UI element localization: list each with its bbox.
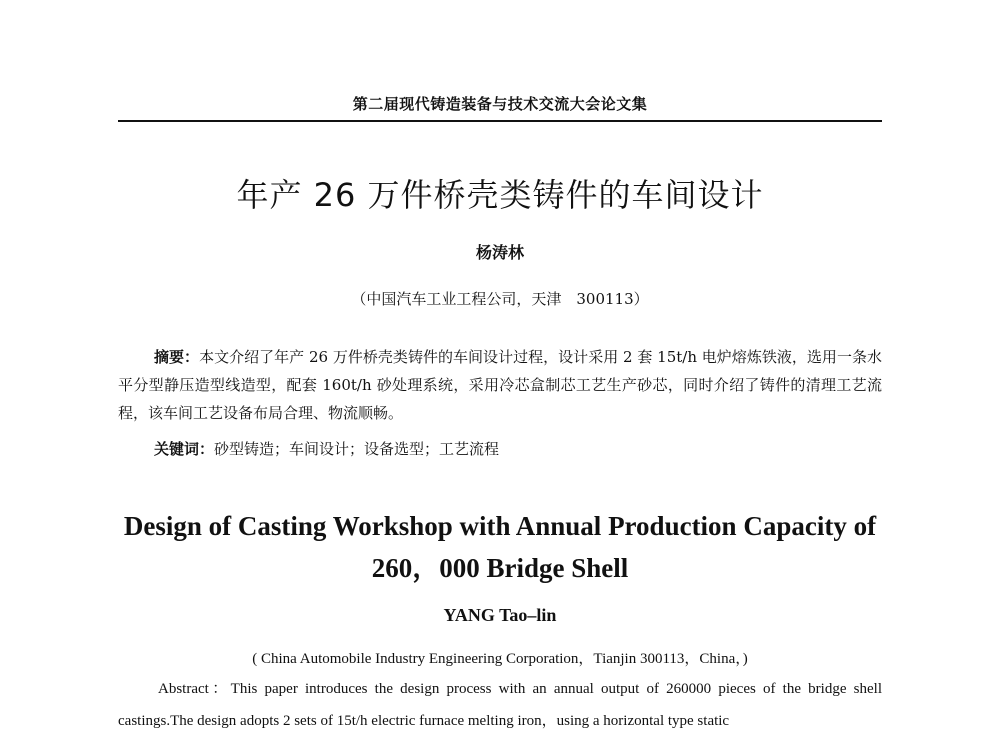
- chinese-abstract-text: 本文介绍了年产 26 万件桥壳类铸件的车间设计过程，设计采用 2 套 15t/h 电炉熔炼铁液，选用一条水平分型静压造型线造型，配套 160t/h 砂处理系统，采用冷芯盒制芯工艺生产砂芯，同时介绍了铸件的清理工艺流程，该车间工艺设备布局合理、物流顺畅。: [118, 348, 882, 422]
- chinese-abstract: [118, 343, 882, 427]
- chinese-title: 年产 26 万件桥壳类铸件的车间设计: [236, 176, 764, 214]
- english-title-line2: 260，000 Bridge Shell: [371, 553, 629, 583]
- english-abstract-label: Abstract：: [158, 681, 231, 697]
- english-affiliation: ( China Automobile Industry Engineering Corporation，Tianjin 300113，China，): [252, 651, 748, 667]
- chinese-abstract-label: 摘要：: [154, 348, 200, 366]
- chinese-keywords-label: 关键词：: [154, 440, 215, 458]
- chinese-keywords-text: 砂型铸造；车间设计；设备选型；工艺流程: [214, 440, 500, 458]
- chinese-affiliation: （中国汽车工业工程公司，天津 300113）: [351, 290, 649, 308]
- english-title-line1: Design of Casting Workshop with Annual Production Capacity of: [123, 511, 877, 541]
- english-abstract-text: This paper introduces the design process with an annual output of 260000 pieces of the bridge shell castings.The design adopts 2 sets of 15t/h electric furnace melting iron，using a horizontal type static: [118, 681, 882, 729]
- english-abstract: [118, 673, 882, 737]
- english-title: [118, 505, 882, 589]
- running-head: 第二届现代铸造装备与技术交流大会论文集: [352, 95, 648, 113]
- chinese-author: 杨涛林: [475, 243, 524, 262]
- english-author: YANG Tao–lin: [443, 605, 557, 625]
- header-rule: [118, 120, 882, 122]
- chinese-keywords: [154, 435, 882, 463]
